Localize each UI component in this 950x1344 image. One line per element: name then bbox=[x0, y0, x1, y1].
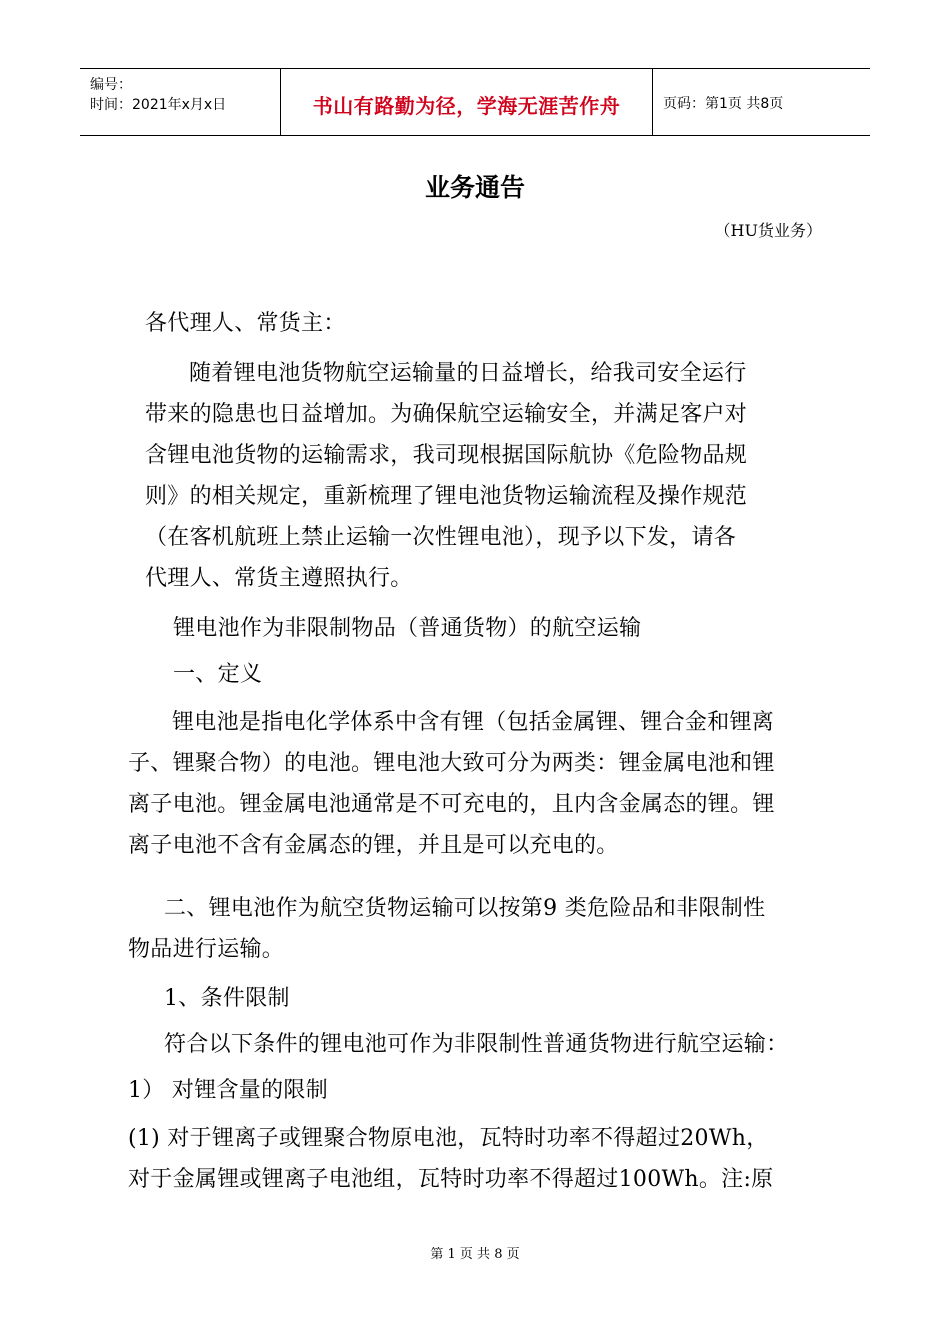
number-label: 编号： bbox=[90, 77, 132, 93]
definition-heading: 一、定义 bbox=[173, 662, 263, 687]
condition-text: 符合以下条件的锂电池可作为非限制性普通货物进行航空运输： bbox=[164, 1032, 789, 1057]
document-title: 业务通告 bbox=[424, 173, 525, 202]
header-meta bbox=[80, 69, 280, 135]
intro-line: （在客机航班上禁止运输一次性锂电池），现予以下发，请各 bbox=[145, 525, 737, 550]
limit-line: 对于金属锂或锂离子电池组，瓦特时功率不得超过100Wh。注:原 bbox=[128, 1167, 774, 1192]
intro-line: 则》的相关规定，重新梳理了锂电池货物运输流程及操作规范 bbox=[145, 484, 748, 509]
page-footer: 第 1 页 共 8 页 bbox=[430, 1247, 520, 1262]
document-header bbox=[80, 68, 870, 136]
item-two-line: 物品进行运输。 bbox=[128, 937, 285, 962]
item-two-paragraph bbox=[128, 888, 765, 970]
header-page-info: 页码：第1页 共8页 bbox=[663, 96, 784, 112]
limit-line: (1) 对于锂离子或锂聚合物原电池，瓦特时功率不得超过20Wh， bbox=[128, 1126, 769, 1151]
time-label: 时间：2021年x月x日 bbox=[90, 97, 227, 113]
condition-heading: 1、条件限制 bbox=[164, 986, 290, 1011]
definition-line: 离子电池。锂金属电池通常是不可充电的，且内含金属态的锂。锂 bbox=[128, 792, 775, 817]
intro-paragraph bbox=[145, 353, 747, 599]
item-two-line: 二、锂电池作为航空货物运输可以按第9 类危险品和非限制性 bbox=[164, 896, 766, 921]
definition-line: 锂电池是指电化学体系中含有锂（包括金属锂、锂合金和锂离 bbox=[172, 710, 775, 735]
salutation: 各代理人、常货主： bbox=[145, 311, 346, 336]
definition-paragraph bbox=[128, 702, 775, 866]
header-motto: 书山有路勤为径，学海无涯苦作舟 bbox=[280, 69, 653, 135]
intro-line: 代理人、常货主遵照执行。 bbox=[145, 566, 413, 591]
definition-line: 离子电池不含有金属态的锂，并且是可以充电的。 bbox=[128, 833, 619, 858]
intro-line: 带来的隐患也日益增加。为确保航空运输安全，并满足客户对 bbox=[145, 402, 748, 427]
section-heading: 锂电池作为非限制物品（普通货物）的航空运输 bbox=[173, 616, 642, 641]
document-subtitle: （HU货业务） bbox=[714, 221, 822, 240]
limit-paragraph bbox=[128, 1118, 774, 1200]
intro-line: 随着锂电池货物航空运输量的日益增长，给我司安全运行 bbox=[189, 361, 747, 386]
intro-line: 含锂电池货物的运输需求，我司现根据国际航协《危险物品规 bbox=[145, 443, 748, 468]
definition-line: 子、锂聚合物）的电池。锂电池大致可分为两类：锂金属电池和锂 bbox=[128, 751, 775, 776]
limit-heading: 1） 对锂含量的限制 bbox=[128, 1078, 328, 1103]
